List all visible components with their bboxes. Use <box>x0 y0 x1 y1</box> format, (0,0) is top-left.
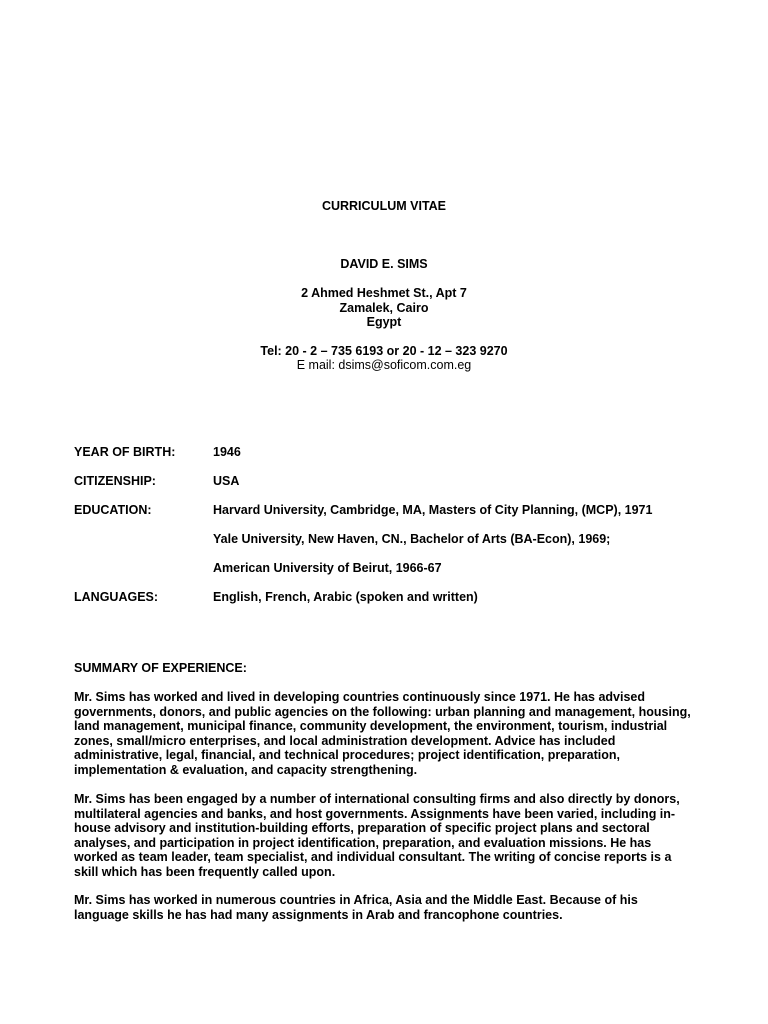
person-name: DAVID E. SIMS <box>340 257 428 271</box>
address-line-3: Egypt <box>366 315 402 329</box>
citizenship-label: CITIZENSHIP: <box>74 474 156 488</box>
birth-value: 1946 <box>213 445 241 459</box>
paragraph-line: Mr. Sims has worked in numerous countries in Africa, Asia and the Middle East. Because of his <box>74 893 638 907</box>
document-title: CURRICULUM VITAE <box>321 199 447 213</box>
paragraph-line: implementation & evaluation, and capacity strengthening. <box>74 762 418 777</box>
education-item: Harvard University, Cambridge, MA, Masters of City Planning, (MCP), 1971 <box>213 503 653 517</box>
paragraph-line: Mr. Sims has been engaged by a number of international consulting firms and also directly by donors, <box>74 792 680 806</box>
education-item: American University of Beirut, 1966-67 <box>213 561 442 575</box>
education-item: Yale University, New Haven, CN., Bachelor of Arts (BA-Econ), 1969; <box>213 532 611 546</box>
telephone: Tel: 20 - 2 – 735 6193 or 20 - 12 – 323 9270 <box>260 344 508 358</box>
paragraph-line: worked as team leader, team specialist, and individual consultant. The writing of concise reports is a <box>74 850 672 865</box>
summary-paragraph-1 <box>74 690 704 778</box>
summary-heading: SUMMARY OF EXPERIENCE: <box>74 661 247 675</box>
paragraph-line: Mr. Sims has worked and lived in developing countries continuously since 1971. He has advised <box>74 690 646 704</box>
education-label: EDUCATION: <box>74 503 152 517</box>
paragraph-line: zones, small/micro enterprises, and local administration development. Advice has included <box>74 733 616 748</box>
paragraph-line: analyses, and participation in project identification, preparation, and evaluation missions. He has <box>74 835 652 850</box>
languages-label: LANGUAGES: <box>74 590 159 604</box>
paragraph-line: house advisory and institution-building efforts, preparation of specific project plans and sectoral <box>74 821 650 836</box>
paragraph-line: land management, municipal finance, community development, the environment, tourism, industrial <box>74 719 668 734</box>
address-line-1: 2 Ahmed Heshmet St., Apt 7 <box>301 286 467 300</box>
paragraph-line: administrative, legal, financial, and technical procedures; project identification, preparation, <box>74 748 620 763</box>
paragraph-line: language skills he has had many assignments in Arab and francophone countries. <box>74 907 563 922</box>
address-line-2: Zamalek, Cairo <box>339 301 429 315</box>
paragraph-line: multilateral agencies and banks, and host governments. Assignments have been varied, including in- <box>74 806 676 821</box>
paragraph-line: governments, donors, and public agencies on the following: urban planning and management, housing, <box>74 704 691 719</box>
email: E mail: dsims@soficom.com.eg <box>296 358 472 372</box>
birth-label: YEAR OF BIRTH: <box>74 445 176 459</box>
citizenship-value: USA <box>213 474 240 488</box>
summary-paragraph-2 <box>74 792 704 880</box>
paragraph-line: skill which has been frequently called upon. <box>74 864 336 879</box>
summary-paragraph-3 <box>74 893 704 922</box>
languages-value: English, French, Arabic (spoken and written) <box>213 590 478 604</box>
